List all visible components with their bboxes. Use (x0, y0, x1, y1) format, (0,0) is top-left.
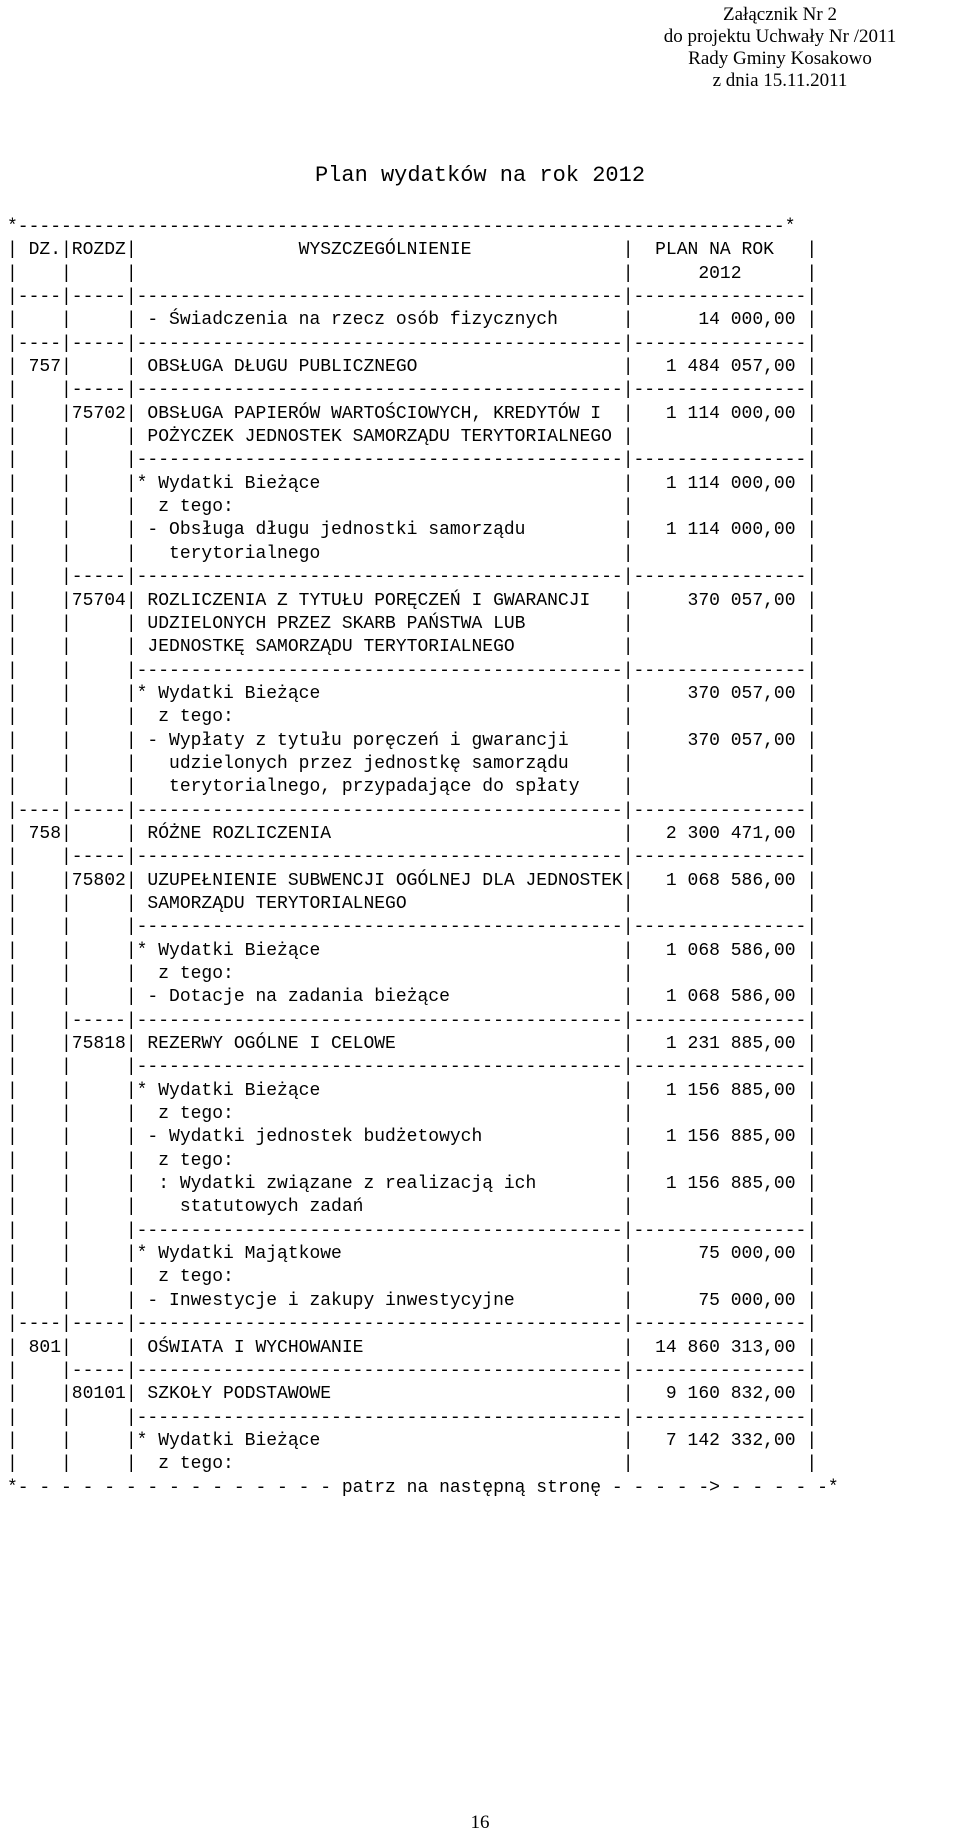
table-line: | | | udzielonych przez jednostkę samorządu | | (7, 753, 818, 774)
table-line: | |75702| OBSŁUGA PAPIERÓW WARTOŚCIOWYCH, KREDYTÓW I | 1 114 000,00 | (7, 403, 818, 424)
table-line: | | | - Wydatki jednostek budżetowych | 1 156 885,00 | (7, 1127, 818, 1148)
table-line: | | | z tego: | | (7, 497, 818, 518)
table-line: | | | z tego: | | (7, 1104, 818, 1125)
table-line: | | | z tego: | | (7, 1267, 818, 1288)
table-line: | |75818| REZERWY OGÓLNE I CELOWE | 1 231 885,00 | (7, 1034, 818, 1055)
table-line: | | | z tego: | | (7, 1454, 818, 1475)
table-line: | 801| | OŚWIATA I WYCHOWANIE | 14 860 313,00 | (7, 1337, 818, 1358)
table-line: | |80101| SZKOŁY PODSTAWOWE | 9 160 832,00 | (7, 1384, 818, 1405)
table-line: | | |---------------------------------------------|----------------| (7, 660, 818, 681)
table-line: | | | | 2012 | (7, 263, 818, 284)
table-line: |----|-----|---------------------------------------------|----------------| (7, 287, 818, 308)
table-line: | DZ.|ROZDZ| WYSZCZEGÓLNIENIE | PLAN NA ROK | (7, 240, 818, 261)
table-line: | | |* Wydatki Majątkowe | 75 000,00 | (7, 1244, 818, 1265)
expenditure-table (7, 216, 839, 1500)
table-line: | | |---------------------------------------------|----------------| (7, 1057, 818, 1078)
table-line: | | | POŻYCZEK JEDNOSTEK SAMORZĄDU TERYTORIALNEGO | | (7, 427, 818, 448)
table-line: | | |* Wydatki Bieżące | 370 057,00 | (7, 683, 818, 704)
table-line: |----|-----|---------------------------------------------|----------------| (7, 800, 818, 821)
table-line: | | |* Wydatki Bieżące | 1 156 885,00 | (7, 1080, 818, 1101)
table-line: | | |---------------------------------------------|----------------| (7, 450, 818, 471)
table-line: *-----------------------------------------------------------------------* (7, 217, 796, 237)
table-line: | | |---------------------------------------------|----------------| (7, 917, 818, 938)
table-line: *- - - - - - - - - - - - - - - patrz na następną stronę - - - - -> - - - - -* (7, 1477, 839, 1498)
table-line: | | | - Dotacje na zadania bieżące | 1 068 586,00 | (7, 987, 818, 1008)
attachment-header (620, 4, 940, 92)
table-line: | | | SAMORZĄDU TERYTORIALNEGO | | (7, 893, 818, 914)
page-number: 16 (470, 1812, 490, 1833)
document-date: z dnia 15.11.2011 (712, 70, 848, 91)
table-line: | |-----|---------------------------------------------|----------------| (7, 847, 818, 868)
table-line: | | | z tego: | | (7, 1150, 818, 1171)
table-line: | |75704| ROZLICZENIA Z TYTUŁU PORĘCZEŃ I GWARANCJI | 370 057,00 | (7, 590, 818, 611)
table-line: | | | UDZIELONYCH PRZEZ SKARB PAŃSTWA LUB | | (7, 613, 818, 634)
table-line: | | |* Wydatki Bieżące | 1 114 000,00 | (7, 473, 818, 494)
table-line: |----|-----|---------------------------------------------|----------------| (7, 1314, 818, 1335)
table-line: | | | statutowych zadań | | (7, 1197, 818, 1218)
page-title: Plan wydatków na rok 2012 (314, 163, 646, 188)
table-line: | | |* Wydatki Bieżące | 7 142 332,00 | (7, 1430, 818, 1451)
table-line: | | | : Wydatki związane z realizacją ich | 1 156 885,00 | (7, 1174, 818, 1195)
table-line: | | |---------------------------------------------|----------------| (7, 1407, 818, 1428)
table-line: | 757| | OBSŁUGA DŁUGU PUBLICZNEGO | 1 484 057,00 | (7, 357, 818, 378)
table-line: | | |* Wydatki Bieżące | 1 068 586,00 | (7, 940, 818, 961)
table-line: | | | - Wypłaty z tytułu poręczeń i gwarancji | 370 057,00 | (7, 730, 818, 751)
table-line: | | | terytorialnego | | (7, 543, 818, 564)
table-line: | |75802| UZUPEŁNIENIE SUBWENCJI OGÓLNEJ DLA JEDNOSTEK| 1 068 586,00 | (7, 870, 818, 891)
table-line: | 758| | RÓŻNE ROZLICZENIA | 2 300 471,00 | (7, 823, 818, 844)
table-line: | | | - Świadczenia na rzecz osób fizycznych | 14 000,00 | (7, 310, 818, 331)
table-line: | | | - Inwestycje i zakupy inwestycyjne | 75 000,00 | (7, 1290, 818, 1311)
resolution-reference: do projektu Uchwały Nr /2011 (663, 26, 897, 47)
table-line: | | | z tego: | | (7, 964, 818, 984)
table-line: | |-----|---------------------------------------------|----------------| (7, 567, 818, 588)
attachment-number: Załącznik Nr 2 (723, 4, 837, 25)
table-line: | | | - Obsługa długu jednostki samorządu | 1 114 000,00 | (7, 520, 818, 541)
table-line: | |-----|---------------------------------------------|----------------| (7, 1360, 818, 1381)
table-line: | |-----|---------------------------------------------|----------------| (7, 1010, 818, 1031)
table-line: |----|-----|---------------------------------------------|----------------| (7, 333, 818, 354)
council-name: Rady Gminy Kosakowo (688, 48, 872, 69)
table-line: | | | terytorialnego, przypadające do spłaty | | (7, 777, 818, 798)
table-line: | |-----|---------------------------------------------|----------------| (7, 380, 818, 401)
table-line: | | | z tego: | | (7, 707, 818, 728)
table-line: | | | JEDNOSTKĘ SAMORZĄDU TERYTORIALNEGO | | (7, 637, 818, 658)
table-line: | | |---------------------------------------------|----------------| (7, 1220, 818, 1241)
